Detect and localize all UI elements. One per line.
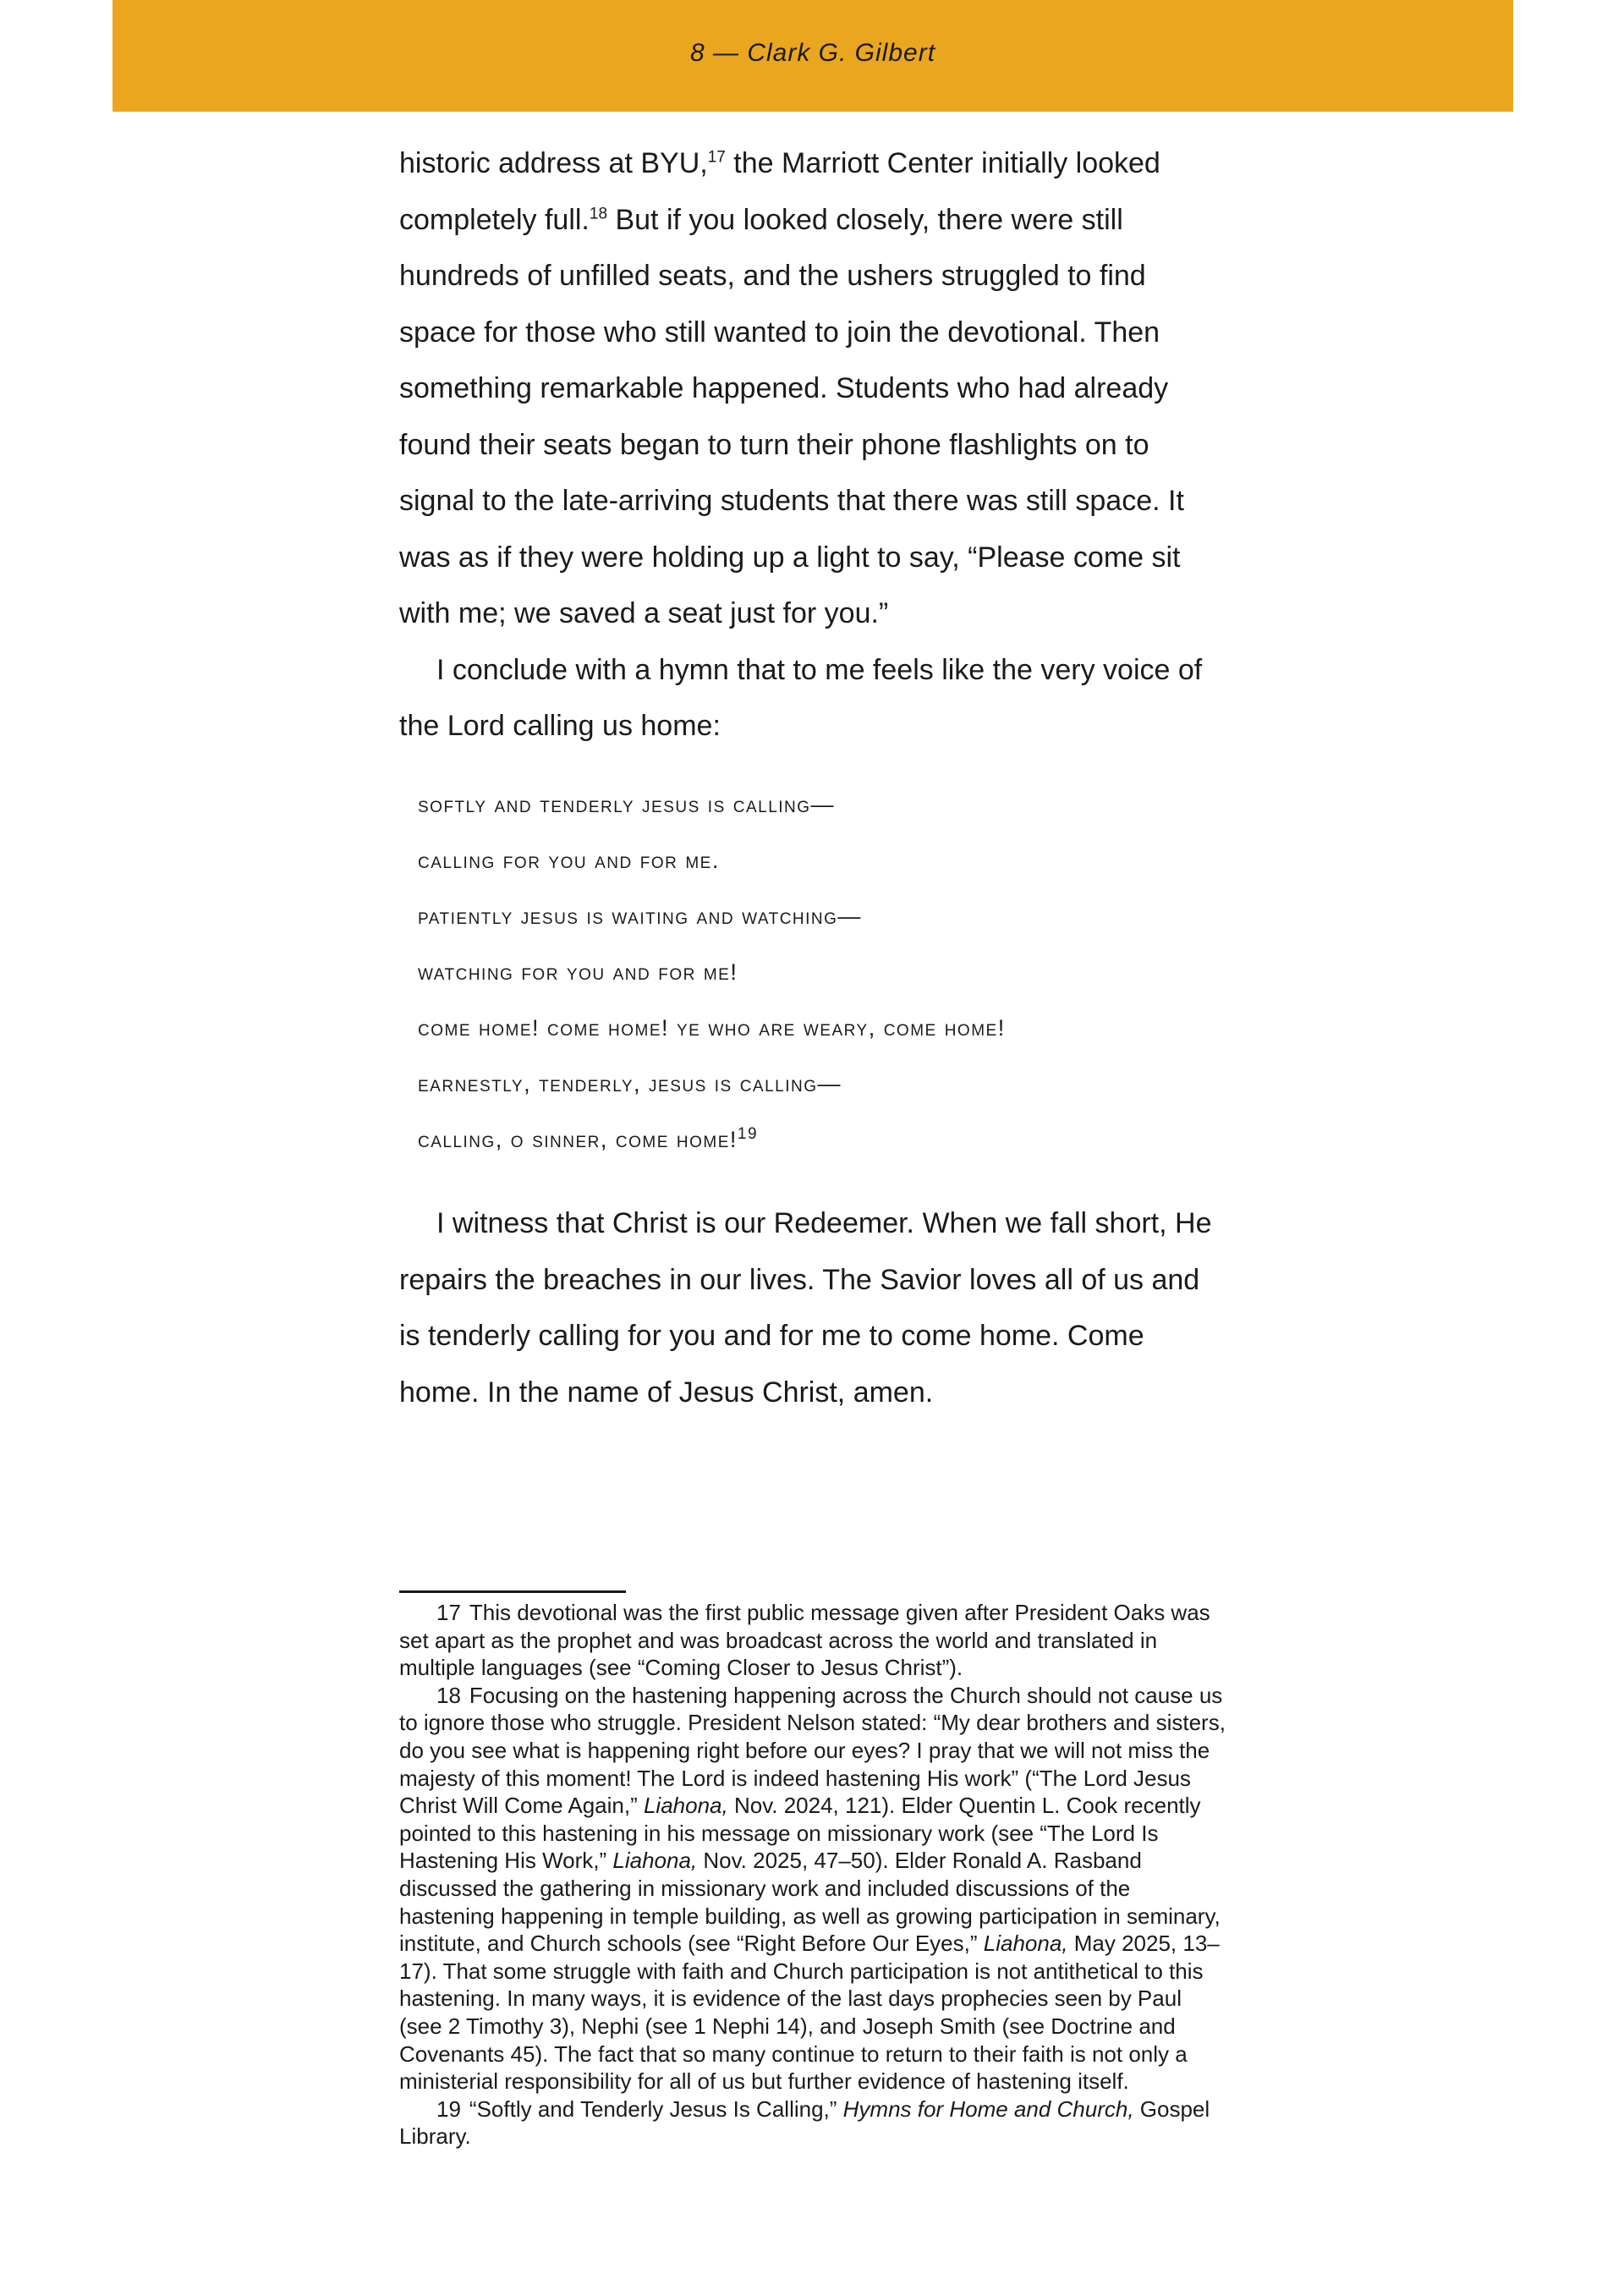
footnote-number: 18 bbox=[436, 1682, 461, 1708]
header-band bbox=[112, 0, 1513, 112]
paragraph-testimony: I witness that Christ is our Redeemer. When we fall short, He repairs the breaches in our lives. The Savior loves all of us and is tenderly calling for you and for me to come home. Come home. In the name of Jesus Christ, amen. bbox=[399, 1207, 1212, 1409]
hymn-line: earnestly, tenderly, jesus is calling— bbox=[418, 1071, 842, 1096]
footnote-divider bbox=[399, 1590, 626, 1593]
footnote-text: Gospel Library. bbox=[399, 2096, 1210, 2150]
hymn-line: come home! come home! ye who are weary, come home! bbox=[418, 1015, 1006, 1041]
main-text bbox=[399, 135, 1228, 755]
footnote-text: Focusing on the hastening happening across the Church should not cause us to ignore those who struggle. President Nelson stated: “My dear brothers and sisters, do you see what is happening right before our eyes? I pray that we will not miss the majesty of this moment! The Lord is indeed hastening His work” (“The Lord Jesus Christ Will Come Again,” bbox=[399, 1682, 1226, 1819]
running-head: 8 — Clark G. Gilbert bbox=[689, 39, 936, 67]
footnote-17 bbox=[399, 1599, 1228, 1682]
footnote-italic: Hymns for Home and Church, bbox=[842, 2096, 1134, 2122]
hymn-line: patiently jesus is waiting and watching— bbox=[418, 904, 862, 929]
paragraph-text: the Marriott Center initially looked completely full. bbox=[399, 147, 1160, 236]
footnote-19 bbox=[399, 2096, 1228, 2150]
footnote-italic: Liahona, bbox=[643, 1793, 728, 1819]
hymn-line-last bbox=[418, 1112, 1179, 1167]
footnote-text: This devotional was the first public message given after President Oaks was set apart as the prophet and was broadcast across the world and translated in multiple languages (see “Coming Closer to Jesus Christ”). bbox=[399, 1600, 1210, 1681]
footnote-text: Nov. 2024, 121). Elder Quentin L. Cook recently pointed to this hastening in his message on missionary work (see “The Lord Is Hastening His Work,” bbox=[399, 1793, 1201, 1874]
footnote-ref-18[interactable]: 18 bbox=[589, 205, 608, 223]
footnote-italic: Liahona, bbox=[983, 1931, 1068, 1957]
footnote-number: 19 bbox=[436, 2096, 461, 2122]
hymn-verse bbox=[418, 777, 1179, 1167]
hymn-line: calling for you and for me. bbox=[418, 848, 720, 873]
closing-testimony bbox=[399, 1195, 1228, 1420]
footnote-18 bbox=[399, 1682, 1228, 2096]
hymn-line: watching for you and for me! bbox=[418, 959, 738, 985]
paragraph-text: historic address at BYU, bbox=[399, 147, 708, 179]
hymn-line: softly and tenderly jesus is calling— bbox=[418, 792, 836, 817]
footnote-text: May 2025, 13–17). That some struggle with faith and Church participation is not antithetical to this hastening. In many ways, it is evidence of the last days prophecies seen by Paul (see 2 Timothy 3), Nephi (see 1 Nephi 14), and Joseph Smith (see Doctrine and Covenants 45). The fact that so many continue to return to their faith is not only a ministerial responsibility for all of us but further evidence of hastening itself. bbox=[399, 1931, 1220, 2095]
paragraph-marriott-center bbox=[399, 135, 1228, 642]
footnote-number: 17 bbox=[436, 1600, 461, 1625]
footnotes-section bbox=[399, 1599, 1228, 2150]
paragraph-hymn-intro: I conclude with a hymn that to me feels like the very voice of the Lord calling us home: bbox=[399, 653, 1203, 742]
footnote-italic: Liahona, bbox=[612, 1848, 698, 1874]
paragraph-text: But if you looked closely, there were still hundreds of unfilled seats, and the ushers struggled to find space for those who still wanted to join the devotional. Then something remarkable happened. Students who had already found their seats began to turn their phone flashlights on to signal to the late-arriving students that there was still space. It was as if they were holding up a light to say, “Please come sit with me; we saved a seat just for you.” bbox=[399, 203, 1184, 629]
hymn-line-text: calling, o sinner, come home! bbox=[418, 1127, 738, 1152]
footnote-ref-17[interactable]: 17 bbox=[707, 148, 726, 167]
footnote-ref-19[interactable]: 19 bbox=[737, 1125, 759, 1143]
footnote-text: “Softly and Tenderly Jesus Is Calling,” bbox=[469, 2096, 843, 2122]
footnote-text: Nov. 2025, 47–50). Elder Ronald A. Rasband discussed the gathering in missionary work and included discussions of the hastening happening in temple building, as well as growing participation in seminary, institute, and Church schools (see “Right Before Our Eyes,” bbox=[399, 1848, 1221, 1957]
